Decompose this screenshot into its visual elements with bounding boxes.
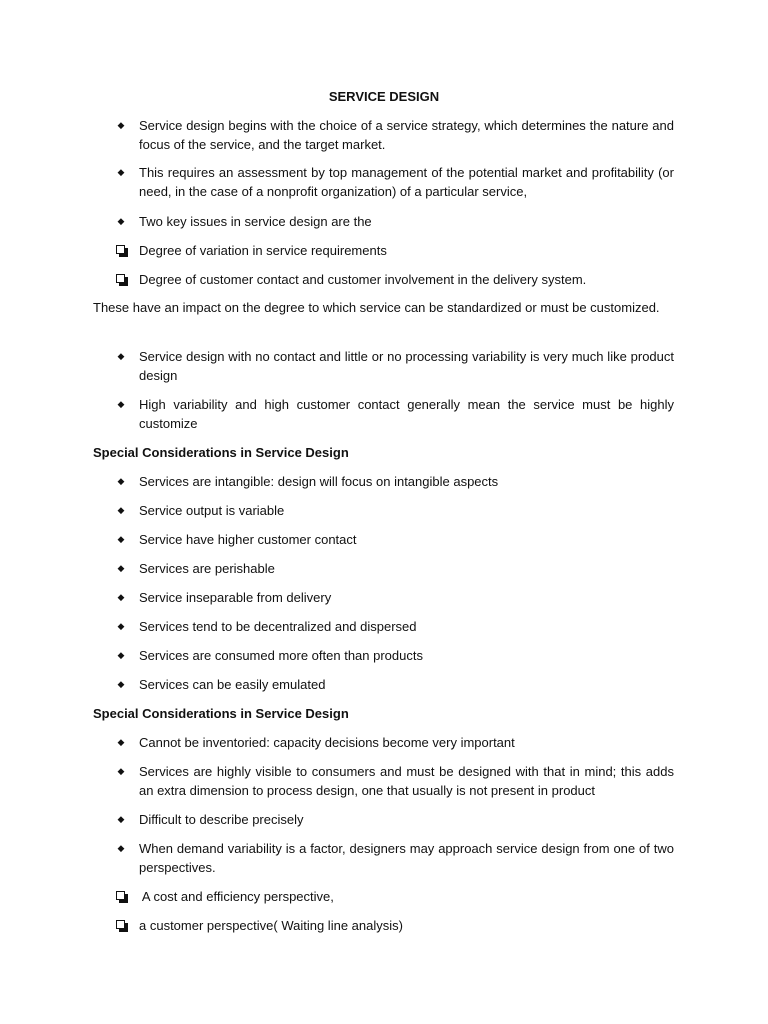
checkbox-bullet-icon bbox=[116, 920, 125, 929]
diamond-bullet-icon: ◆ bbox=[117, 534, 125, 544]
checkbox-item: Degree of variation in service requirements bbox=[139, 243, 387, 258]
bullet-item: Services can be easily emulated bbox=[139, 677, 326, 692]
bullet-item: This requires an assessment by top management of the potential market and profitability (or need, in the case of a nonprofit organization) of a particular service, bbox=[139, 165, 674, 199]
bullet-item: When demand variability is a factor, designers may approach service design from one of two perspectives. bbox=[139, 841, 674, 875]
diamond-bullet-icon: ◆ bbox=[117, 505, 125, 515]
bullet-item: Services are perishable bbox=[139, 561, 275, 576]
bullet-item: Service output is variable bbox=[139, 503, 285, 518]
diamond-bullet-icon: ◆ bbox=[117, 167, 125, 177]
diamond-bullet-icon: ◆ bbox=[117, 737, 125, 747]
diamond-bullet-icon: ◆ bbox=[117, 563, 125, 573]
bullet-item: Service design with no contact and little or no processing variability is very much like product design bbox=[139, 349, 674, 383]
diamond-bullet-icon: ◆ bbox=[117, 476, 125, 486]
diamond-bullet-icon: ◆ bbox=[117, 399, 125, 409]
diamond-bullet-icon: ◆ bbox=[117, 621, 125, 631]
bullet-item: Service design begins with the choice of a service strategy, which determines the nature and focus of the service, and the target market. bbox=[139, 118, 674, 152]
checkbox-bullet-icon bbox=[116, 274, 125, 283]
bullet-item: Difficult to describe precisely bbox=[139, 812, 304, 827]
bullet-item: Services are highly visible to consumers and must be designed with that in mind; this adds an extra dimension to process design, one that usually is not present in product bbox=[139, 764, 674, 798]
paragraph: These have an impact on the degree to which service can be standardized or must be customized. bbox=[93, 300, 660, 315]
bullet-item: Cannot be inventoried: capacity decisions become very important bbox=[139, 735, 515, 750]
bullet-item: Service inseparable from delivery bbox=[139, 590, 332, 605]
checkbox-bullet-icon bbox=[116, 891, 125, 900]
checkbox-item: a customer perspective( Waiting line analysis) bbox=[139, 918, 403, 933]
bullet-item: Services are consumed more often than products bbox=[139, 648, 423, 663]
checkbox-bullet-icon bbox=[116, 245, 125, 254]
diamond-bullet-icon: ◆ bbox=[117, 766, 125, 776]
diamond-bullet-icon: ◆ bbox=[117, 814, 125, 824]
diamond-bullet-icon: ◆ bbox=[117, 650, 125, 660]
bullet-item: Service have higher customer contact bbox=[139, 532, 357, 547]
bullet-item: Services are intangible: design will focus on intangible aspects bbox=[139, 474, 499, 489]
bullet-item: Two key issues in service design are the bbox=[139, 214, 372, 229]
checkbox-item: Degree of customer contact and customer involvement in the delivery system. bbox=[139, 272, 587, 287]
diamond-bullet-icon: ◆ bbox=[117, 843, 125, 853]
page-title: SERVICE DESIGN bbox=[328, 89, 440, 104]
diamond-bullet-icon: ◆ bbox=[117, 120, 125, 130]
section-heading: Special Considerations in Service Design bbox=[93, 706, 349, 721]
diamond-bullet-icon: ◆ bbox=[117, 216, 125, 226]
checkbox-item: A cost and efficiency perspective, bbox=[139, 889, 334, 904]
diamond-bullet-icon: ◆ bbox=[117, 679, 125, 689]
section-heading: Special Considerations in Service Design bbox=[93, 445, 349, 460]
diamond-bullet-icon: ◆ bbox=[117, 351, 125, 361]
diamond-bullet-icon: ◆ bbox=[117, 592, 125, 602]
bullet-item: Services tend to be decentralized and dispersed bbox=[139, 619, 417, 634]
bullet-item: High variability and high customer contact generally mean the service must be highly customize bbox=[139, 397, 674, 431]
